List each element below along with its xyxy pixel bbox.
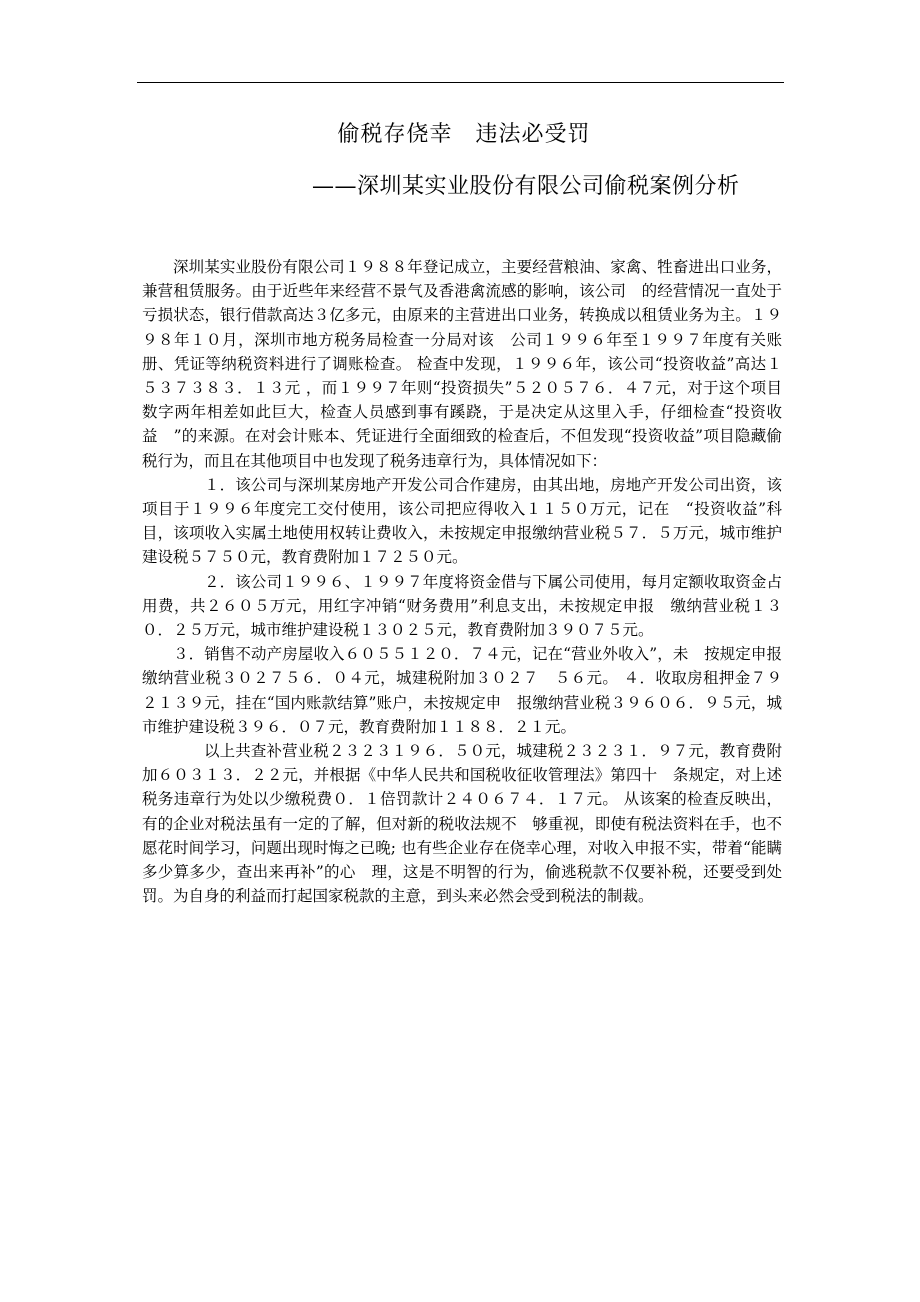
paragraph-conclusion: 以上共查补营业税２３２３１９６．５０元，城建税２３２３１．９７元，教育费附加６０３１３．２２元，并根据《中华人民共和国税收征收管理法》第四十 条规定，对上述税务违章行为处以少缴税费０．１倍罚款计２４０６７４．１７元。 从该案的检查反映出，有的企业对税法虽有一定的了解，但对新的税收法规不 够重视，即使有税法资料在手，也不愿花时间学习，问题出现时悔之已晚; 也有些企业存在侥幸心理，对收入申报不实，带着“能瞒多少算多少，查出来再补”的心 理，这是不明智的行为，偷逃税款不仅要补税，还要受到处罚。为自身的利益而打起国家税款的主意，到头来必然会受到税法的制裁。 — [142, 742, 782, 906]
paragraph-intro: 深圳某实业股份有限公司１９８８年登记成立，主要经营粮油、家禽、牲畜进出口业务，兼营租赁服务。由于近些年来经营不景气及香港禽流感的影响，该公司 的经营情况一直处于亏损状态，银行借款高达３亿多元，由原来的主营进出口业务，转换成以租赁业务为主。１９９８年１０月，深圳市地方税务局检查一分局对该 公司１９９６年至１９９７年度有关账册、凭证等纳税资料进行了调账检查。 检查中发现，１９９６年，该公司“投资收益”高达１５３７３８３．１３元 ，而１９９７年则“投资损失”５２０５７６．４７元，对于这个项目数字两年相差如此巨大，检查人员感到事有蹊跷，于是决定从这里入手，仔细检查“投资收益 ”的来源。在对会计账本、凭证进行全面细致的检查后，不但发现“投资收益”项目隐藏偷税行为，而且在其他项目中也发现了税务违章行为，具体情况如下： — [142, 258, 782, 470]
header-rule — [137, 82, 784, 83]
document-subtitle: ——深圳某实业股份有限公司偷税案例分析 — [312, 174, 740, 199]
document-body — [142, 255, 782, 908]
paragraph-item-1: １．该公司与深圳某房地产开发公司合作建房，由其出地，房地产开发公司出资，该项目于１９９６年度完工交付使用，该公司把应得收入１１５０万元，记在 “投资收益”科目，该项收入实属土地使用权转让费收入，未按规定申报缴纳营业税５７．５万元，城市维护建设税５７５０元，教育费附加１７２５０元。 — [142, 475, 782, 567]
document-title: 偷税存侥幸 违法必受罚 — [337, 122, 591, 147]
paragraph-item-2: ２．该公司１９９６、１９９７年度将资金借与下属公司使用，每月定额收取资金占用费，共２６０５万元，用红字冲销“财务费用”利息支出，未按规定申报 缴纳营业税１３０．２５万元，城市维护建设税１３０２５元，教育费附加３９０７５元。 — [142, 572, 782, 640]
paragraph-item-3-4: ３．销售不动产房屋收入６０５５１２０．７４元，记在“营业外收入”，未 按规定申报缴纳营业税３０２７５６．０４元，城建税附加３０２７ ５６元。 ４．收取房租押金７９２１３９元，挂在“国内账款结算”账户，未按规定申 报缴纳营业税３９６０６．９５元，城市维护建设税３９６．０７元，教育费附加１１８８．２１元。 — [142, 645, 782, 736]
